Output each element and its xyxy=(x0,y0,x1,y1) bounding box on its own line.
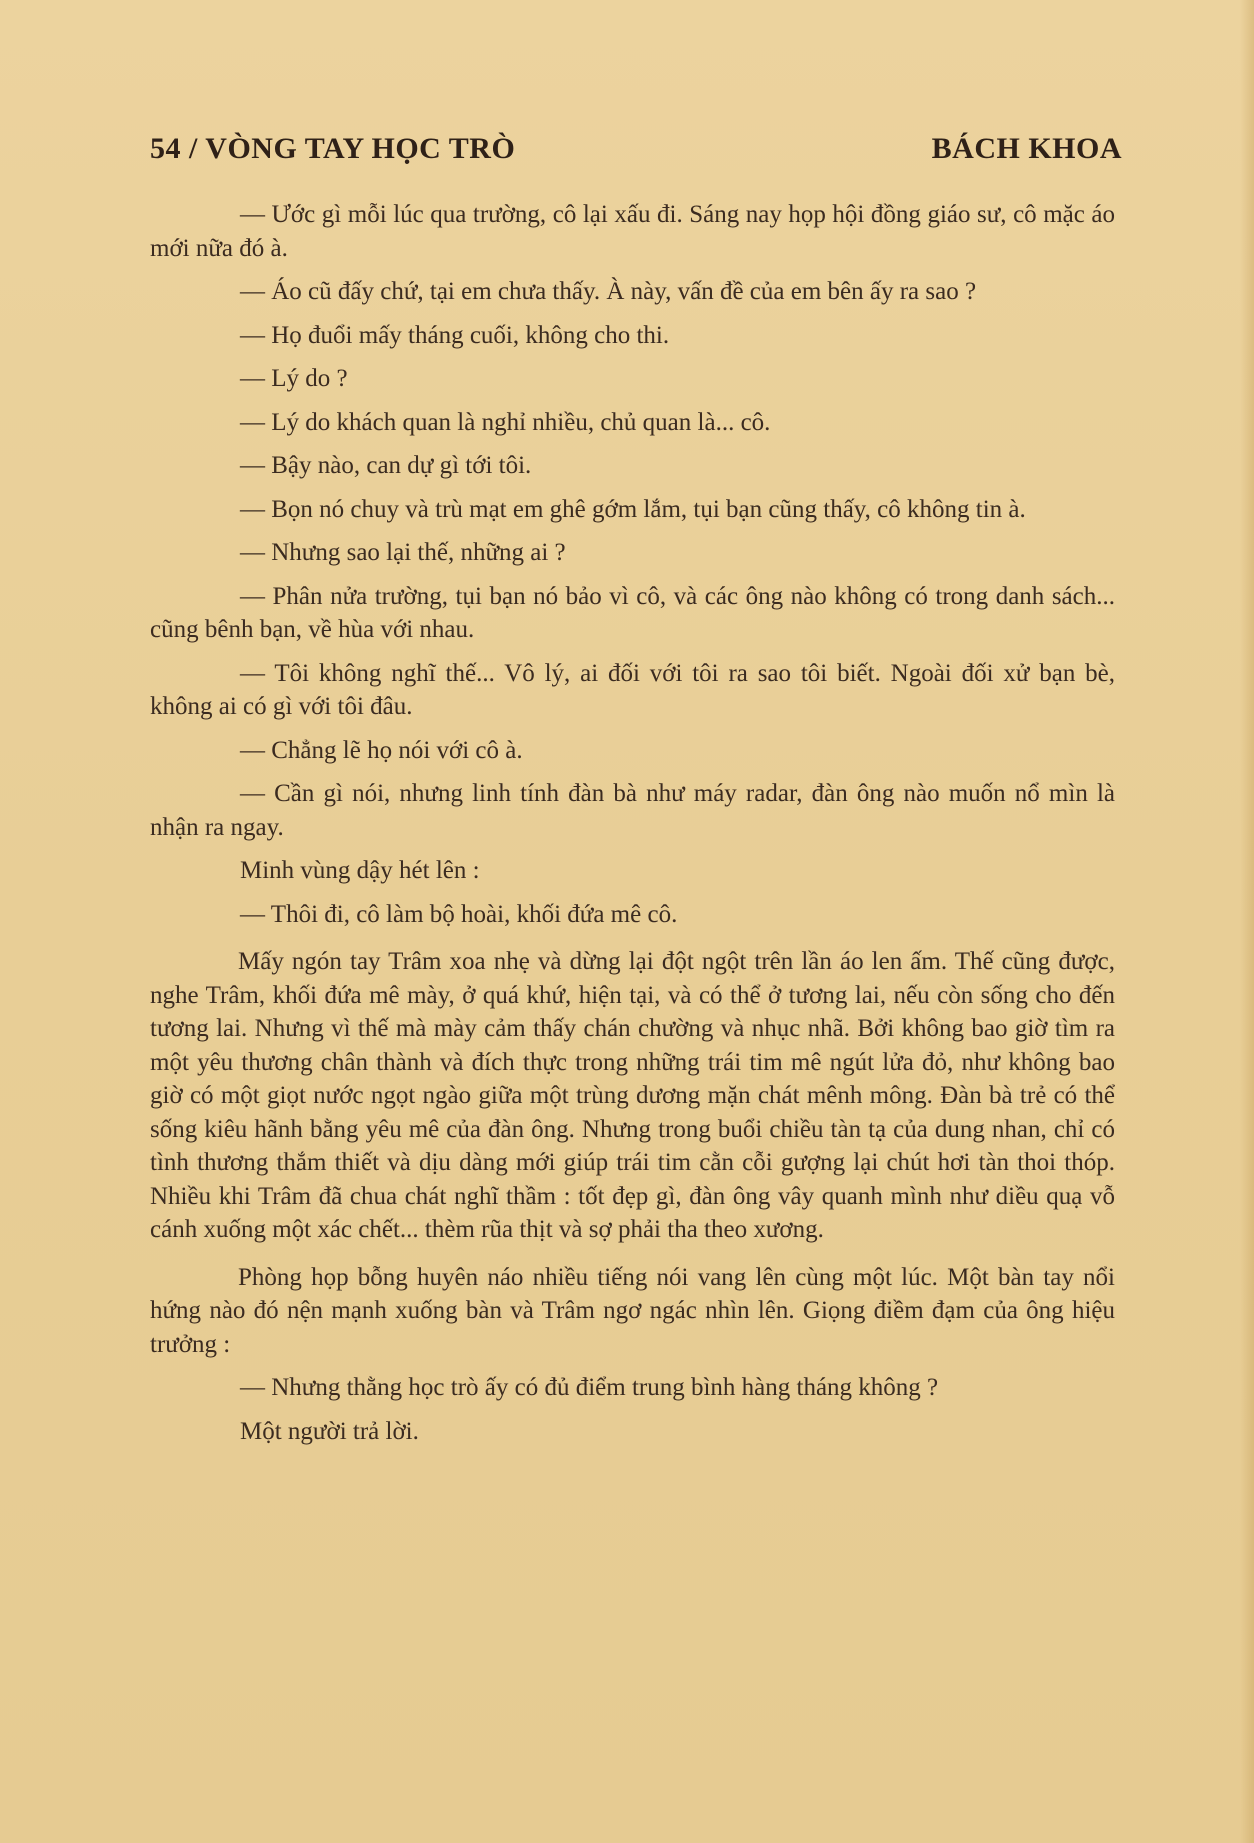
dialogue-line: — Tôi không nghĩ thế... Vô lý, ai đối với tôi ra sao tôi biết. Ngoài đối xử bạn bè, không ai có gì với tôi đâu. xyxy=(150,659,1115,720)
dialogue-line: — Áo cũ đấy chứ, tại em chưa thấy. À này, vấn đề của em bên ấy ra sao ? xyxy=(240,278,977,305)
dialogue-line: — Bậy nào, can dự gì tới tôi. xyxy=(240,452,532,479)
page-header xyxy=(150,132,1122,172)
dialogue-line: — Cần gì nói, nhưng linh tính đàn bà như máy radar, đàn ông nào muốn nổ mìn là nhận ra ngay. xyxy=(150,780,1115,841)
narrative-paragraph: Mấy ngón tay Trâm xoa nhẹ và dừng lại đột ngột trên lần áo len ấm. Thế cũng được, nghe Trâm, khối đứa mê mày, ở quá khứ, hiện tại, và có thể ở tương lai, nếu còn sống cho đến tương lai. Nhưng vì thế mà mày cảm thấy chán chường và nhục nhã. Bởi không bao giờ tìm ra một yêu thương chân thành và đích thực trong những trái tim mê ngút lửa đỏ, như không bao giờ có một giọt nước ngọt ngào giữa một trùng dương mặn chát mênh mông. Đàn bà trẻ có thể sống kiêu hãnh bằng yêu mê của đàn ông. Nhưng trong buổi chiều tàn tạ của dung nhan, chỉ có tình thương thắm thiết và dịu dàng mới giúp trái tim cằn cỗi gượng lại chút hơi tàn thoi thóp. Nhiều khi Trâm đã chua chát nghĩ thầm : tốt đẹp gì, đàn ông vây quanh mình như diều quạ vỗ cánh xuống một xác chết... thèm rũa thịt và sợ phải tha theo xương. xyxy=(150,948,1115,1243)
running-head-right: BÁCH KHOA xyxy=(931,132,1122,165)
narration-line: Minh vùng dậy hét lên : xyxy=(240,857,480,884)
dialogue-line: — Họ đuổi mấy tháng cuối, không cho thi. xyxy=(240,321,670,349)
dialogue-line: — Lý do khách quan là nghỉ nhiều, chủ quan là... cô. xyxy=(240,408,771,436)
dialogue-line: — Thôi đi, cô làm bộ hoài, khối đứa mê cô. xyxy=(240,900,678,928)
dialogue-line: — Lý do ? xyxy=(240,365,348,392)
body-text xyxy=(150,198,1115,1448)
dialogue-line: — Ước gì mỗi lúc qua trường, cô lại xấu đi. Sáng nay họp hội đồng giáo sư, cô mặc áo mới nữa đó à. xyxy=(150,201,1115,262)
dialogue-line: — Nhưng thằng học trò ấy có đủ điểm trung bình hàng tháng không ? xyxy=(240,1374,939,1401)
page-edge xyxy=(1240,0,1254,1843)
dialogue-line: — Chẳng lẽ họ nói với cô à. xyxy=(240,736,523,764)
dialogue-line: — Phân nửa trường, tụi bạn nó bảo vì cô, và các ông nào không có trong danh sách... cũng bênh bạn, về hùa với nhau. xyxy=(150,582,1115,643)
dialogue-line: — Bọn nó chuy và trù mạt em ghê gớm lắm, tụi bạn cũng thấy, cô không tin à. xyxy=(240,495,1026,523)
narrative-paragraph: Phòng họp bỗng huyên náo nhiều tiếng nói vang lên cùng một lúc. Một bàn tay nổi hứng nào đó nện mạnh xuống bàn và Trâm ngơ ngác nhìn lên. Giọng điềm đạm của ông hiệu trưởng : xyxy=(150,1263,1115,1358)
running-head-left: 54 / VÒNG TAY HỌC TRÒ xyxy=(150,132,516,165)
narration-line: Một người trả lời. xyxy=(240,1417,419,1445)
dialogue-line: — Nhưng sao lại thế, những ai ? xyxy=(240,539,566,566)
